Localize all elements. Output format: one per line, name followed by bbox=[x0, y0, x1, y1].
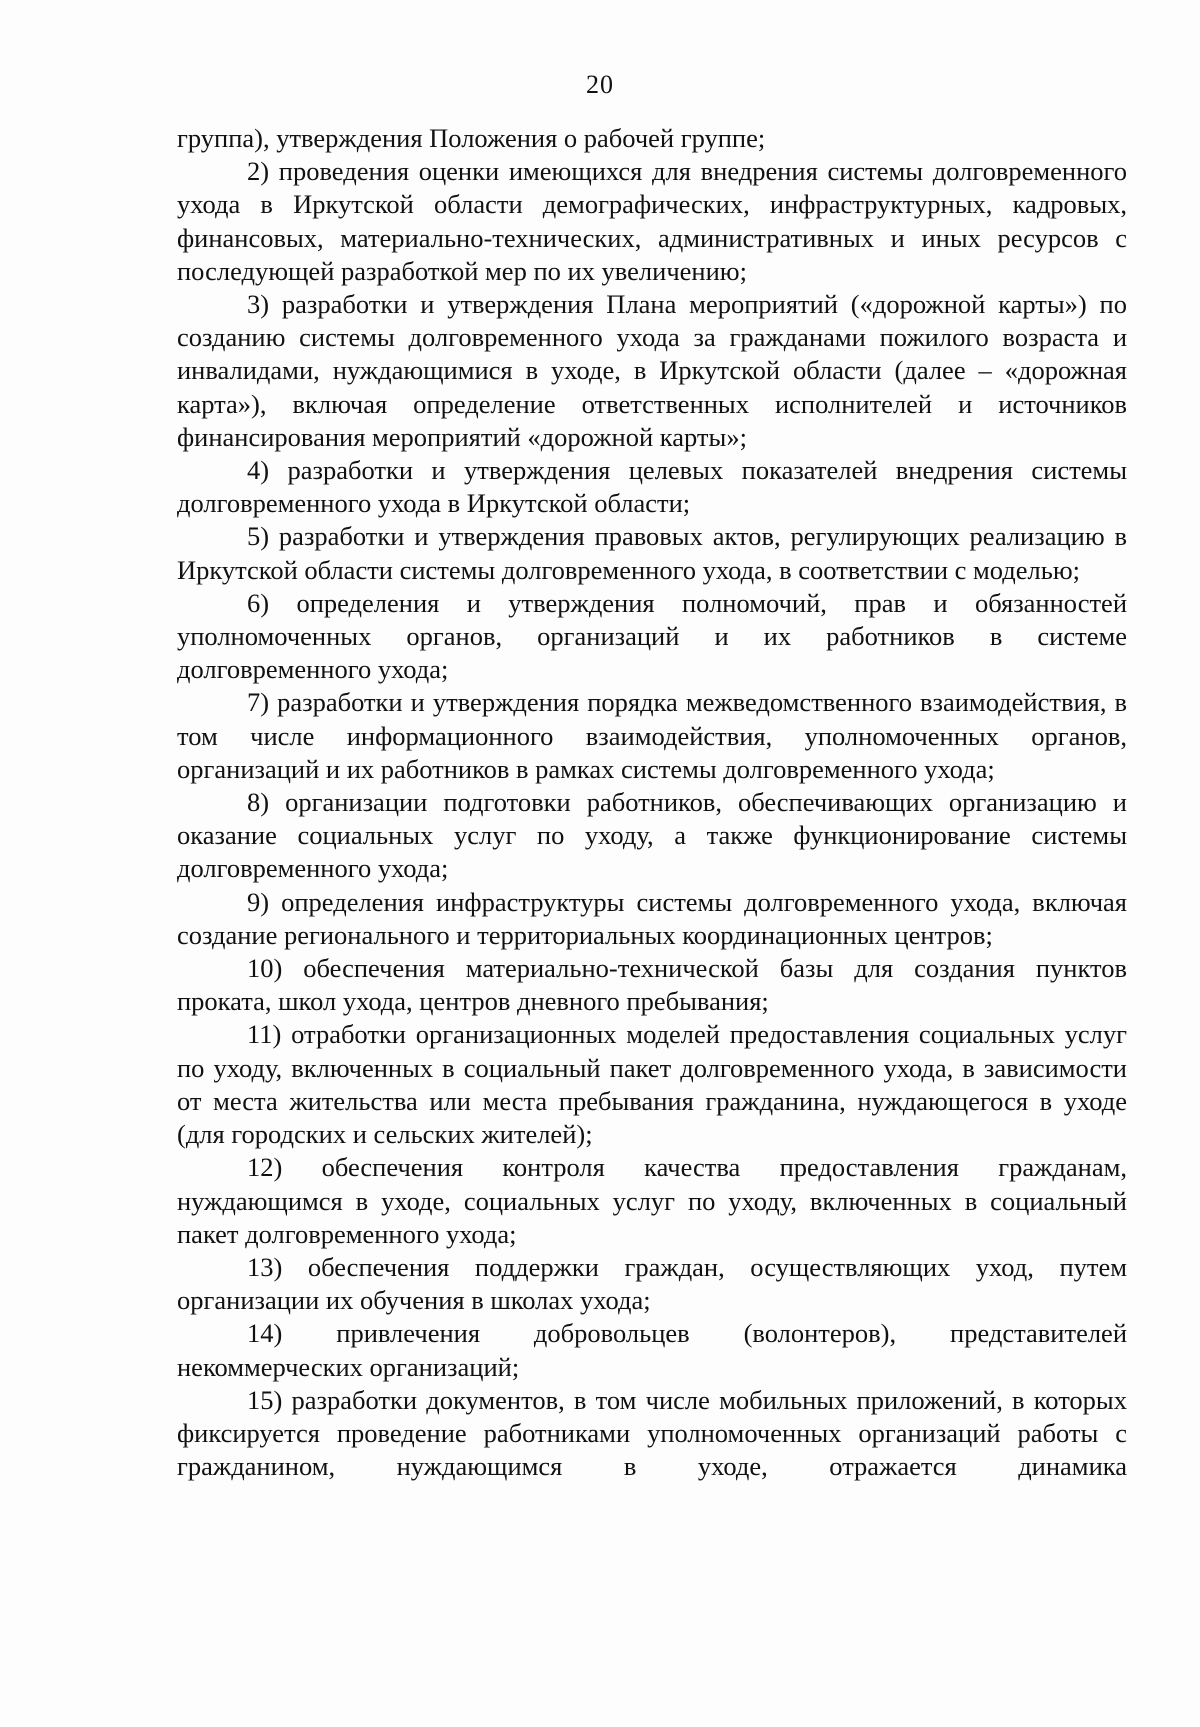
paragraph-item-14: 14) привлечения добровольцев (волонтеров), представителей некоммерческих организаций; bbox=[177, 1318, 1127, 1382]
paragraph-item-9: 9) определения инфраструктуры системы долговременного ухода, включая создание регионального и территориальных координационных центров; bbox=[177, 886, 1127, 950]
paragraph-item-10: 10) обеспечения материально-технической базы для создания пунктов проката, школ ухода, центров дневного пребывания; bbox=[177, 953, 1127, 1017]
paragraph-item-13: 13) обеспечения поддержки граждан, осуществляющих уход, путем организации их обучения в школах ухода; bbox=[177, 1251, 1127, 1316]
paragraph-item-15: 15) разработки документов, в том числе мобильных приложений, в которых фиксируется проведение работниками уполномоченных организаций работы с гражданином, нуждающимся в уходе, отражается динамика bbox=[177, 1384, 1127, 1482]
paragraph-item-8: 8) организации подготовки работников, обеспечивающих организацию и оказание социальных услуг по уходу, а также функционирование системы долговременного ухода; bbox=[177, 787, 1127, 884]
paragraph-item-6: 6) определения и утверждения полномочий, прав и обязанностей уполномоченных органов, организаций и их работников в системе долговременного ухода; bbox=[177, 587, 1127, 685]
paragraph-item-2: 2) проведения оценки имеющихся для внедрения системы долговременного ухода в Иркутской области демографических, инфраструктурных, кадровых, финансовых, материально-технических, административных и иных ресурсов с последующей разработкой мер по их увеличению; bbox=[177, 156, 1127, 286]
paragraph-continuation: группа), утверждения Положения о рабочей группе; bbox=[177, 123, 766, 153]
document-body bbox=[177, 122, 1127, 1483]
paragraph-item-4: 4) разработки и утверждения целевых показателей внедрения системы долговременного ухода в Иркутской области; bbox=[177, 455, 1127, 519]
paragraph-item-5: 5) разработки и утверждения правовых актов, регулирующих реализацию в Иркутской области системы долговременного ухода, в соответствии с моделью; bbox=[177, 521, 1127, 585]
page-number: 20 bbox=[586, 70, 614, 99]
paragraph-item-11: 11) отработки организационных моделей предоставления социальных услуг по уходу, включенных в социальный пакет долговременного ухода, в зависимости от места жительства или места пребывания гражданина, нуждающегося в уходе (для городских и сельских жителей); bbox=[177, 1019, 1127, 1150]
paragraph-item-3: 3) разработки и утверждения Плана мероприятий («дорожной карты») по созданию системы долговременного ухода за гражданами пожилого возраста и инвалидами, нуждающимися в уходе, в Иркутской области (далее – «дорожная карта»), включая определение ответственных исполнителей и источников финансирования мероприятий «дорожной карты»; bbox=[177, 289, 1127, 452]
paragraph-item-12: 12) обеспечения контроля качества предоставления гражданам, нуждающимся в уходе, социальных услуг по уходу, включенных в социальный пакет долговременного ухода; bbox=[177, 1152, 1127, 1249]
paragraph-item-7: 7) разработки и утверждения порядка межведомственного взаимодействия, в том числе информационного взаимодействия, уполномоченных органов, организаций и их работников в рамках системы долговременного ухода; bbox=[177, 687, 1127, 784]
